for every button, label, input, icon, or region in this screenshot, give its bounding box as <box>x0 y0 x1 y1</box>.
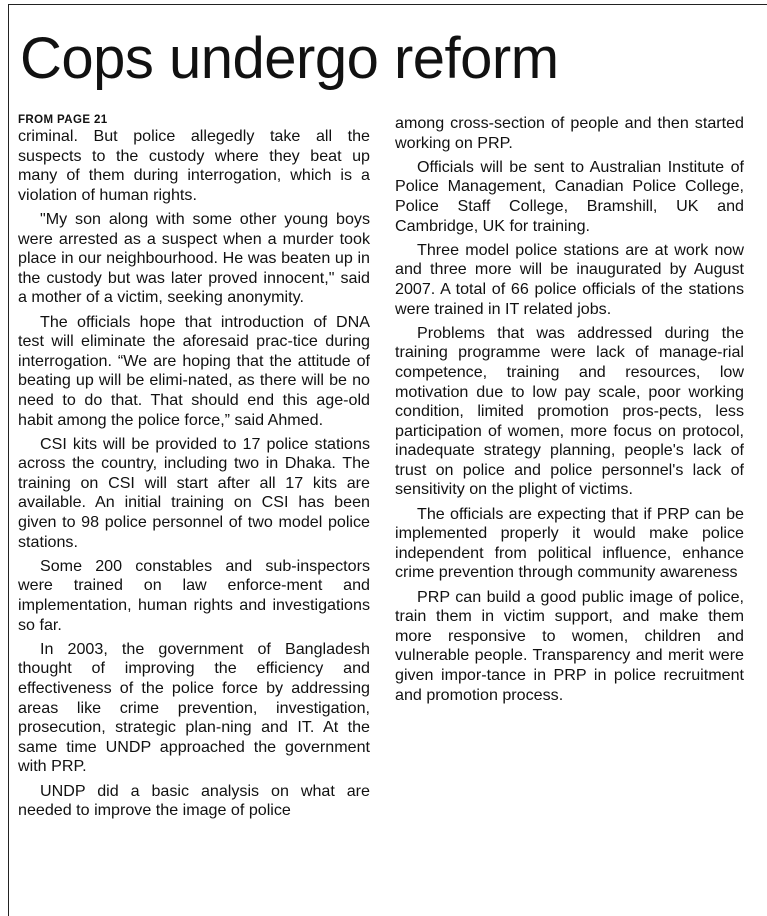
left-column <box>18 113 370 825</box>
paragraph: The officials hope that introduction of DNA test will eliminate the aforesaid prac-tice during interrogation. “We are hoping that the attitude of beating up will be elimi-nated, as there will be no need to do that. That should end this age-old habit among the police force,” said Ahmed. <box>18 312 370 429</box>
paragraph: Some 200 constables and sub-inspectors were trained on law enforce-ment and implementation, human rights and investigations so far. <box>18 556 370 634</box>
paragraph: Problems that was addressed during the training programme were lack of manage-rial competence, training and resources, low motivation due to low pay scale, poor working condition, limited promotion pros-pects, less participation of women, more focus on protocol, inadequate strategy planning, people's lack of trust on police and police personnel's lack of sensitivity on the plight of victims. <box>395 323 744 499</box>
top-border-rule <box>8 4 767 5</box>
paragraph: Three model police stations are at work now and three more will be inaugurated by August 2007. A total of 66 police officials of the stations were trained in IT related jobs. <box>395 240 744 318</box>
paragraph: among cross-section of people and then started working on PRP. <box>395 114 744 152</box>
right-column <box>395 114 744 710</box>
paragraph: UNDP did a basic analysis on what are needed to improve the image of police <box>18 781 370 820</box>
paragraph: CSI kits will be provided to 17 police stations across the country, including two in Dhaka. The training on CSI will start after all 17 kits are available. An initial training on CSI has been given to 98 police personnel of two model police stations. <box>18 434 370 551</box>
jump-line: FROM PAGE 21 <box>18 114 108 126</box>
paragraph: In 2003, the government of Bangladesh thought of improving the efficiency and effectiveness of the police force by addressing areas like crime prevention, investigation, prosecution, strategic plan-ning and IT. At the same time UNDP approached the government with PRP. <box>18 639 370 776</box>
left-border-rule <box>8 4 9 916</box>
paragraph: "My son along with some other young boys were arrested as a suspect when a murder took place in our neighbourhood. He was beaten up in the custody but was later proved innocent," said a mother of a victim, seeking anonymity. <box>18 209 370 307</box>
article-headline: Cops undergo reform <box>20 26 559 91</box>
paragraph: PRP can build a good public image of police, train them in victim support, and make them more responsive to women, children and vulnerable people. Transparency and merit were given impor-tance in PRP in police recruitment and promotion process. <box>395 587 744 704</box>
paragraph: Officials will be sent to Australian Institute of Police Management, Canadian Police College, Police Staff College, Bramshill, UK and Cambridge, UK for training. <box>395 157 744 235</box>
paragraph: The officials are expecting that if PRP can be implemented properly it would make police independent from political influence, enhance crime prevention through community awareness <box>395 504 744 582</box>
paragraph: criminal. But police allegedly take all the suspects to the custody where they beat up many of them during interrogation, which is a violation of human rights. <box>18 127 370 204</box>
